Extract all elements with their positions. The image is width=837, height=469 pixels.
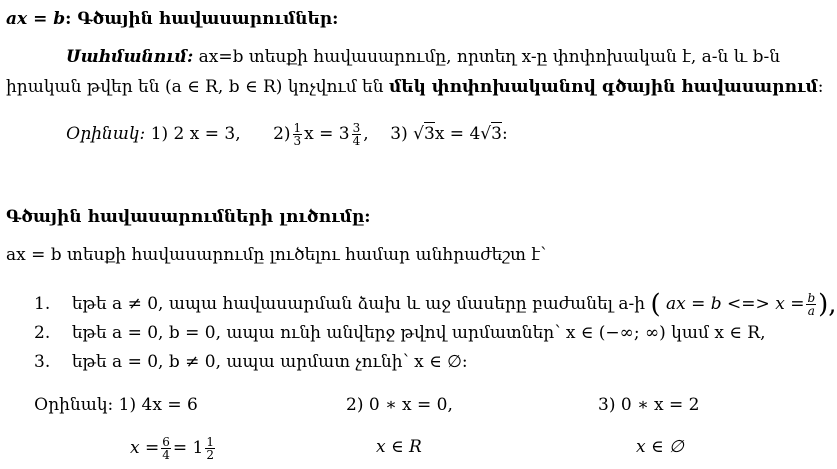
fraction-one-half — [205, 436, 215, 461]
case-number: 3. — [34, 352, 51, 372]
case-text: եթե a ≠ 0, ապա հավասարման ձախ և աջ մասերը բաժանել a-ի — [71, 294, 651, 314]
case-number: 1. — [34, 294, 51, 314]
paren-open: ( — [650, 289, 661, 320]
case-text: եթե a = 0, b ≠ 0, ապա արմատ չունի՝ x ∈ ∅: — [71, 352, 468, 372]
fraction-three-fourths — [352, 122, 362, 147]
example-1-solution — [130, 436, 217, 461]
definition-end: : — [817, 77, 824, 97]
fraction-numerator: 3 — [352, 121, 361, 135]
solution-prefix: x = — [130, 438, 160, 458]
solution-equals: = 1 — [172, 438, 204, 458]
example-2-solution: x ∈ R — [376, 437, 422, 457]
example-label: Օրինակ: — [66, 124, 146, 144]
paren-close: ), — [818, 289, 837, 320]
solving-intro: ax = b տեսքի հավասարումը լուծելու համար անհրաժեշտ է՝ — [6, 245, 547, 265]
heading-formula: ax = b — [6, 9, 66, 29]
fraction-denominator: 2 — [206, 448, 214, 462]
example-3 — [390, 122, 507, 144]
case-number: 2. — [34, 323, 51, 343]
definition-term: մեկ փոփոխականով գծային հավասարում — [388, 77, 818, 97]
definition-text-1: ax=b տեսքի հավասարումը, որտեղ x-ը փոփոխական է, a-ն և b-ն — [193, 47, 781, 67]
fraction-denominator: a — [807, 304, 815, 318]
fraction-numerator: 1 — [206, 435, 214, 449]
case-text: եթե a = 0, b = 0, ապա ունի անվերջ թվով արմատներ՝ x ∈ (−∞; ∞) կամ x ∈ R, — [71, 323, 766, 343]
example-2 — [273, 121, 369, 148]
example-3-suffix: : — [501, 124, 508, 144]
case-2 — [34, 322, 766, 344]
radicand: 3 — [491, 124, 502, 144]
fraction-six-fourths — [161, 436, 171, 461]
case-equivalence: ax = b <=> x = — [666, 294, 805, 314]
example-3-prefix: 3) √ — [390, 124, 424, 144]
fraction-numerator: 1 — [293, 121, 302, 135]
case-1 — [34, 289, 837, 320]
fraction-numerator: 6 — [162, 435, 170, 449]
fraction-one-third — [293, 122, 303, 147]
example-1: 1) 2 x = 3, — [150, 124, 241, 144]
radicand: 3 — [423, 124, 435, 144]
example-2-middle: x = 3 — [304, 124, 350, 144]
heading-text: : Գծային հավասարումներ: — [65, 9, 339, 29]
heading-solving: Գծային հավասարումների լուծումը: — [6, 207, 371, 227]
fraction-denominator: 4 — [352, 134, 361, 148]
fraction-b-over-a — [806, 292, 816, 317]
definition-label: Սահմանում: — [66, 47, 194, 67]
fraction-denominator: 4 — [162, 448, 170, 462]
example-3-solution: x ∈ ∅ — [636, 437, 684, 457]
example-2-equation: 2) 0 ∗ x = 0, — [346, 395, 453, 415]
examples-row-1 — [66, 122, 508, 147]
fraction-numerator: b — [807, 291, 816, 305]
definition-line-2 — [6, 76, 823, 98]
example-3-middle: x = 4√ — [434, 124, 492, 144]
example-1-equation: Օրինակ: 1) 4x = 6 — [34, 395, 198, 415]
heading-linear-equations — [6, 8, 338, 30]
example-2-prefix: 2) — [273, 124, 291, 144]
case-3 — [34, 351, 468, 373]
fraction-denominator: 3 — [293, 134, 302, 148]
definition-text-2: իրական թվեր են (a ∈ R, b ∈ R) կոչվում են — [6, 77, 389, 97]
definition-line-1 — [66, 46, 780, 68]
example-2-suffix: , — [363, 124, 369, 144]
example-3-equation: 3) 0 ∗ x = 2 — [598, 395, 700, 415]
